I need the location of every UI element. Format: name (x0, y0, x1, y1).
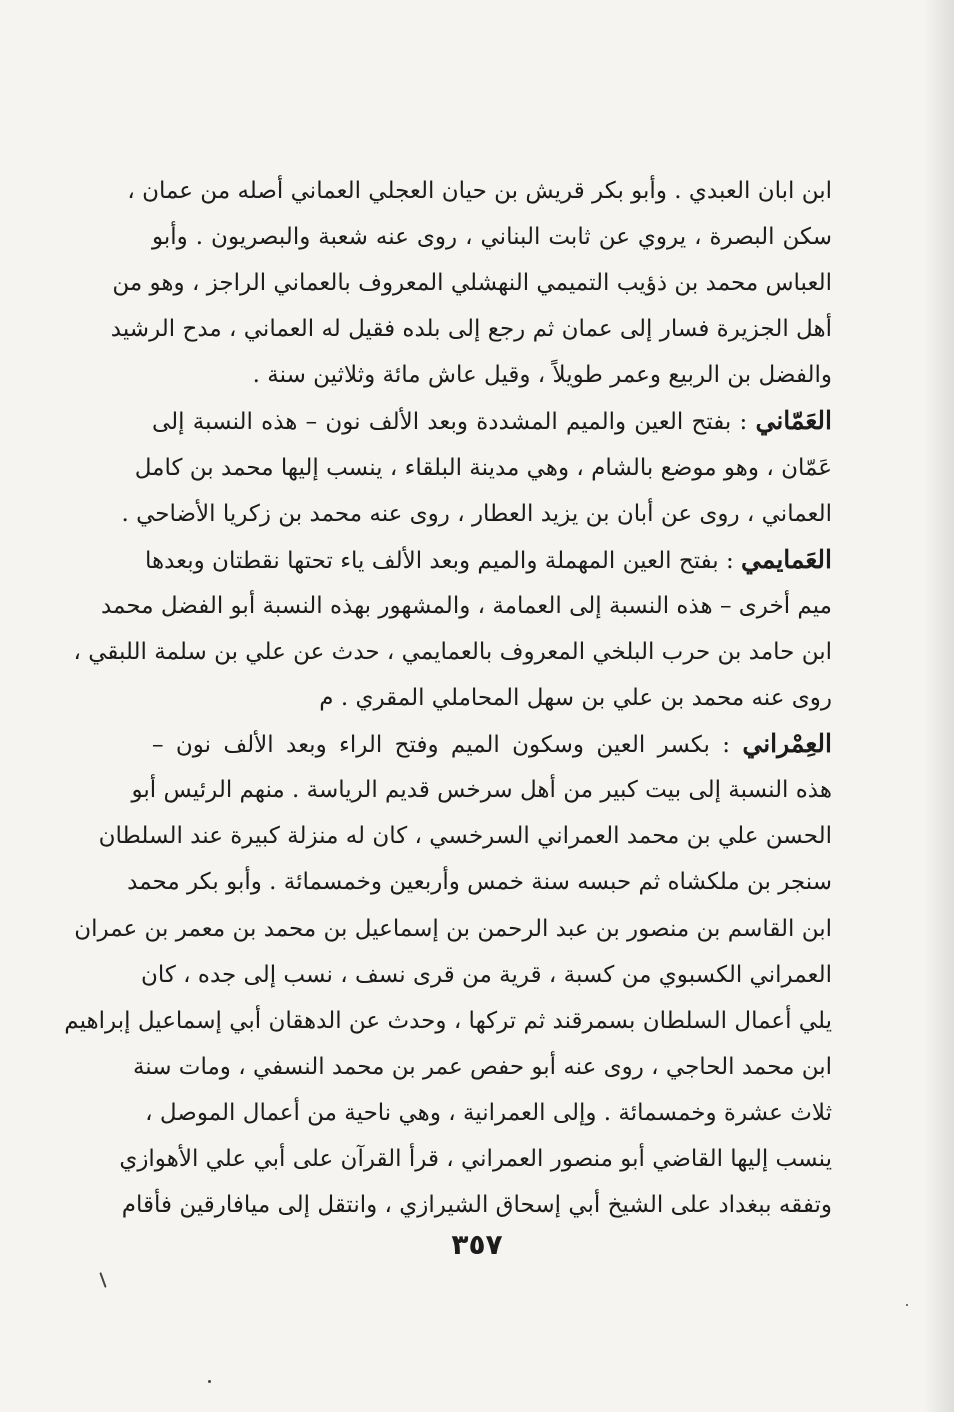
line-text: يلي أعمال السلطان بسمرقند ثم تركها ، وحدث عن الدهقان أبي إسماعيل إبراهيم (64, 1007, 832, 1034)
entry-heading: العِمْراني (742, 729, 832, 759)
line-text: العماني ، روى عن أبان بن يزيد العطار ، روى عنه محمد بن زكريا الأضاحي . (121, 500, 832, 527)
text-line (64, 998, 832, 1044)
line-text: أهل الجزيرة فسار إلى عمان ثم رجع إلى بلده فقيل له العماني ، مدح الرشيد (110, 316, 832, 343)
line-text: ميم أخرى – هذه النسبة إلى العمامة ، والمشهور بهذه النسبة أبو الفضل محمد (100, 592, 832, 619)
page-number: ٣٥٧ (451, 1228, 503, 1261)
text-line (112, 260, 832, 306)
entry-first-line (152, 721, 832, 767)
entry-first-line (144, 537, 832, 583)
line-text: سنجر بن ملكشاه ثم حبسه سنة خمس وأربعين وخمسمائة . وأبو بكر محمد (127, 869, 832, 896)
scan-speck (906, 1304, 908, 1306)
entry-heading: العَمّاني (755, 406, 832, 436)
scan-speck (99, 1272, 106, 1288)
line-text: : بفتح العين والميم المشددة وبعد الألف نون – هذه النسبة إلى (152, 409, 756, 436)
text-line (110, 306, 832, 352)
line-text: الحسن علي بن محمد العمراني السرخسي ، كان له منزلة كبيرة عند السلطان (98, 823, 832, 850)
text-line (119, 1136, 832, 1182)
line-text: ثلاث عشرة وخمسمائة . وإلى العمرانية ، وهي ناحية من أعمال الموصل ، (145, 1099, 832, 1126)
text-line (152, 214, 832, 260)
entry-first-line (152, 398, 832, 444)
text-line (74, 906, 832, 952)
line-text: هذه النسبة إلى بيت كبير من أهل سرخس قديم الرياسة . منهم الرئيس أبو (131, 777, 832, 804)
line-text: ابن القاسم بن منصور بن عبد الرحمن بن إسماعيل بن محمد بن معمر بن عمران (74, 915, 832, 942)
text-line (121, 1182, 832, 1228)
line-text: ابن حامد بن حرب البلخي المعروف بالعمايمي ، حدث عن علي بن سلمة اللبقي ، (73, 638, 832, 665)
line-text: روى عنه محمد بن علي بن سهل المحاملي المقري . م (319, 685, 832, 712)
text-line (131, 767, 832, 813)
text-line (100, 583, 832, 629)
line-text: عَمّان ، وهو موضع بالشام ، وهي مدينة البلقاء ، ينسب إليها محمد بن كامل (134, 454, 832, 481)
text-line (152, 352, 832, 398)
text-line (127, 859, 832, 905)
entry-heading: العَمايمي (741, 544, 832, 574)
line-text: ينسب إليها القاضي أبو منصور العمراني ، قرأ القرآن على أبي علي الأهوازي (119, 1145, 832, 1172)
line-text: : بفتح العين المهملة والميم وبعد الألف ياء تحتها نقطتان وبعدها (144, 547, 742, 574)
line-text: وتفقه ببغداد على الشيخ أبي إسحاق الشيرازي ، وانتقل إلى ميافارقين فأقام (121, 1192, 832, 1219)
text-line (145, 1090, 832, 1136)
text-line (127, 168, 832, 214)
text-line (73, 629, 832, 675)
text-line (141, 952, 832, 998)
line-text: سكن البصرة ، يروي عن ثابت البناني ، روى عنه شعبة والبصريون . وأبو (152, 224, 832, 251)
text-line (152, 675, 832, 721)
main-text (64, 168, 832, 1228)
line-text: : بكسر العين وسكون الميم وفتح الراء وبعد الألف نون – (152, 732, 743, 759)
scan-speck (208, 1380, 211, 1383)
scan-edge-shadow (924, 0, 954, 1412)
line-text: ابن ابان العبدي . وأبو بكر قريش بن حيان العجلي العماني أصله من عمان ، (127, 178, 832, 204)
line-text: ابن محمد الحاجي ، روى عنه أبو حفص عمر بن محمد النسفي ، ومات سنة (132, 1053, 832, 1080)
text-line (134, 445, 832, 491)
line-text: العمراني الكسبوي من كسبة ، قرية من قرى نسف ، نسب إلى جده ، كان (141, 961, 832, 988)
text-line (132, 1044, 832, 1090)
text-line (121, 491, 832, 537)
text-line (98, 813, 832, 859)
line-text: العباس محمد بن ذؤيب التميمي النهشلي المعروف بالعماني الراجز ، وهو من (112, 270, 832, 297)
line-text: والفضل بن الربيع وعمر طويلاً ، وقيل عاش مائة وثلاثين سنة . (252, 362, 832, 389)
